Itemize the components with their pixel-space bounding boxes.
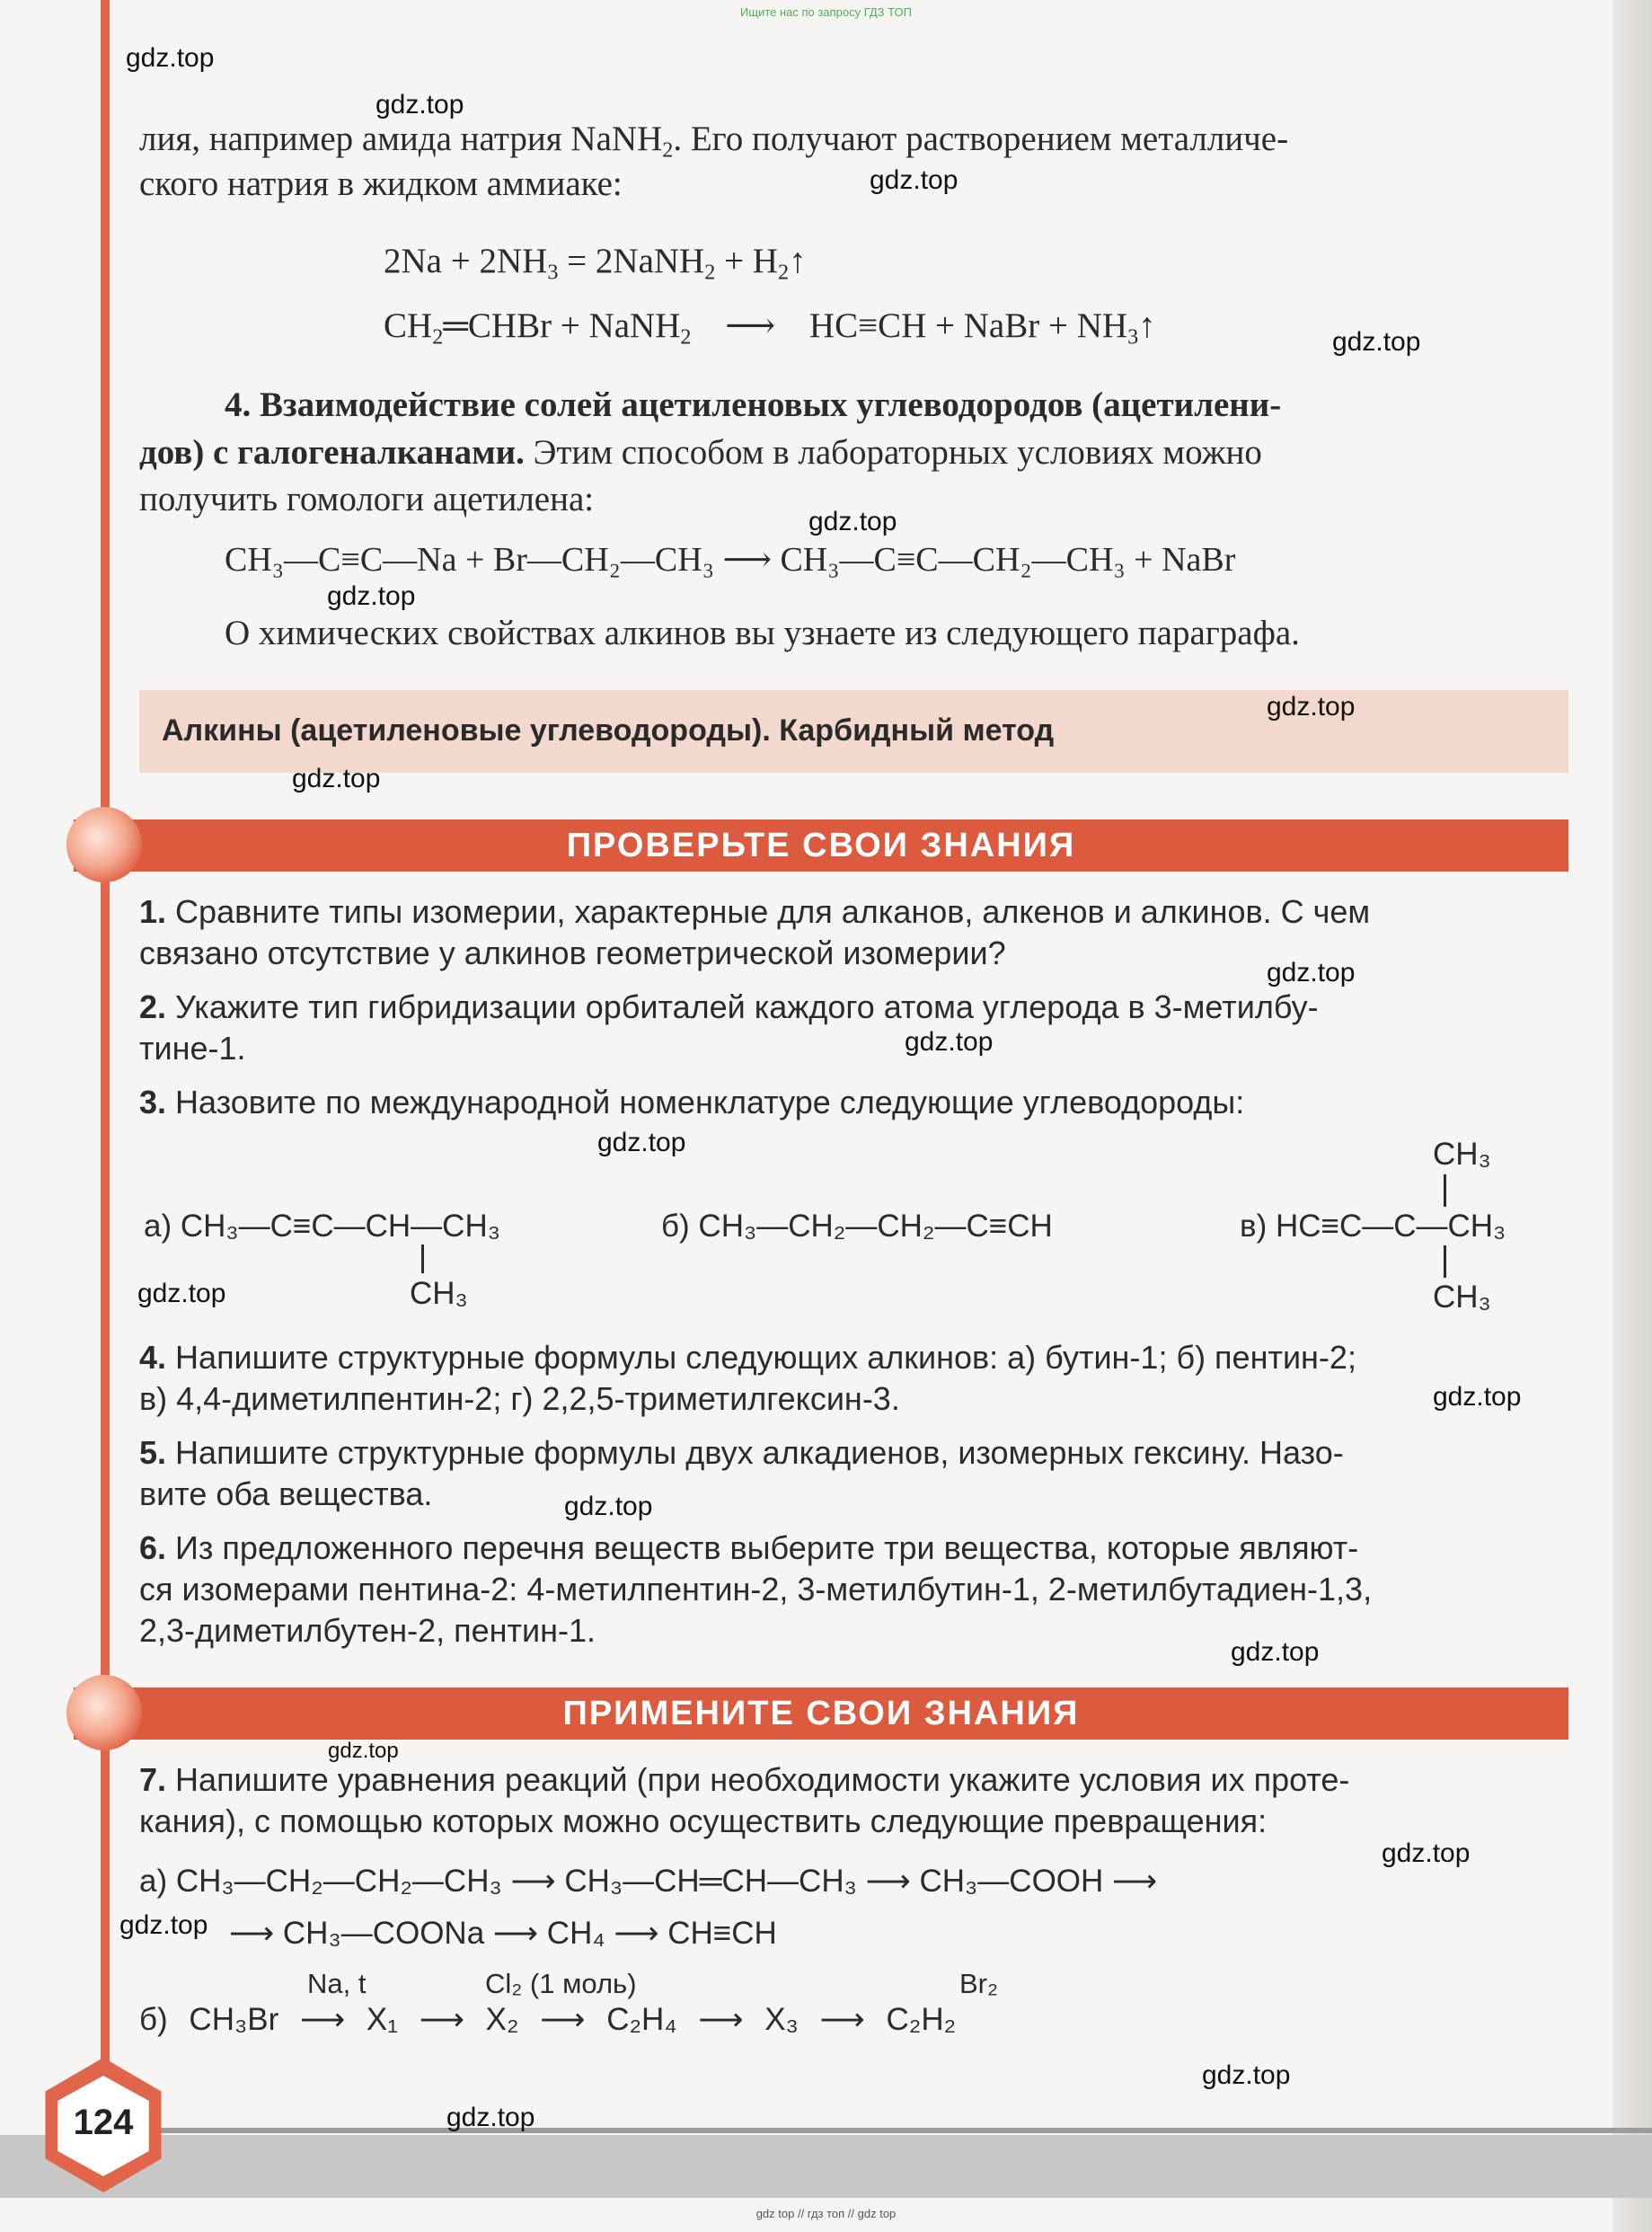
watermark: gdz.top	[292, 764, 381, 793]
watermark: gdz.top	[126, 43, 215, 73]
watermark: gdz.top	[1382, 1838, 1471, 1868]
watermark: gdz.top	[1433, 1382, 1522, 1412]
question-2-line-1: 2. Укажите тип гибридизации орбиталей каждого атома углерода в 3-метилбу-	[139, 988, 1319, 1025]
formula-3a-branch: CH₃	[410, 1276, 468, 1311]
watermark: gdz.top	[1231, 1637, 1320, 1667]
question-7b-line-1: б) CH₃Br ⟶ X₁ ⟶ X₂ ⟶ C₂H₄ ⟶ X₃ ⟶ C₂H₂	[139, 2002, 957, 2037]
watermark: gdz.top	[1332, 327, 1421, 357]
formula-3b: б) CH₃—CH₂—CH₂—C≡CH	[661, 1209, 1053, 1244]
question-5-line-1: 5. Напишите структурные формулы двух алкадиенов, изомерных гексину. Назо-	[139, 1434, 1344, 1471]
page-edge-shadow	[1612, 0, 1652, 2232]
watermark: gdz.top	[808, 507, 897, 536]
section-4-closing: О химических свойствах алкинов вы узнаете из следующего параграфа.	[225, 614, 1300, 652]
search-hint: Ищите нас по запросу ГДЗ ТОП	[740, 5, 912, 19]
watermark: gdz.top	[564, 1492, 653, 1521]
formula-3c-bottom: CH₃	[1433, 1280, 1491, 1315]
equation-1: $2Na + 2NH_3$ = 2NaNH$_2$ + $H_2↑$	[384, 242, 807, 285]
footer-band	[0, 2135, 1652, 2198]
keywords-text: Алкины (ацетиленовые углеводороды). Карбидный метод	[162, 713, 1055, 748]
watermark: gdz.top	[597, 1128, 686, 1157]
banner-circle-icon-2	[66, 1675, 142, 1750]
watermark: gdz.top	[375, 90, 464, 120]
section-4-title: 4. Взаимодействие солей ацетиленовых углеводородов (ацетилени-	[225, 385, 1282, 424]
watermark: gdz.top	[1202, 2060, 1291, 2090]
formula-3c-bond-top	[1444, 1174, 1446, 1207]
intro-line-1: лия, например амида натрия NaNH$_2$. Его получают растворением металличе-	[139, 120, 1289, 163]
section-4-line-2: дов) с галогеналканами. Этим способом в лабораторных условиях можно	[139, 433, 1262, 472]
watermark: gdz.top	[1267, 692, 1356, 722]
banner-check-knowledge	[74, 819, 1568, 872]
question-2-line-2: тине-1.	[139, 1030, 246, 1067]
question-7a-line-2: ⟶ CH₃—COONa ⟶ CH₄ ⟶ CH≡CH	[229, 1916, 777, 1951]
question-3-line-1: 3. Назовите по международной номенклатуре следующие углеводороды:	[139, 1084, 1245, 1120]
footer-links: gdz top // гдз топ // gdz top	[755, 2207, 897, 2220]
banner-circle-icon	[66, 807, 142, 882]
page-number: 124	[73, 2103, 134, 2142]
formula-3a: а) CH₃—C≡C—CH—CH₃	[144, 1209, 500, 1244]
question-6-line-3: 2,3-диметилбутен-2, пентин-1.	[139, 1612, 596, 1649]
watermark: gdz.top	[328, 1739, 399, 1763]
banner-check-title: ПРОВЕРЬТЕ СВОИ ЗНАНИЯ	[566, 827, 1076, 864]
watermark: gdz.top	[137, 1279, 226, 1308]
watermark: gdz.top	[119, 1910, 208, 1940]
question-7b-condition-2: Cl₂ (1 моль)	[485, 1968, 637, 1999]
formula-3c-bond-bottom	[1444, 1245, 1446, 1278]
watermark: gdz.top	[327, 581, 416, 611]
formula-3a-bond	[421, 1244, 424, 1273]
question-6-line-1: 6. Из предложенного перечня веществ выберите три вещества, которые являют-	[139, 1529, 1359, 1566]
equation-2: $CH_2═CHBr$ + NaNH$_2$ ⟶ HC≡CH + NaBr + $NH_3↑$	[384, 306, 1156, 350]
question-1-line-1: 1. Сравните типы изомерии, характерные для алканов, алкенов и алкинов. С чем	[139, 893, 1371, 930]
question-6-line-2: ся изомерами пентина-2: 4-метилпентин-2, 3-метилбутин-1, 2-метилбутадиен-1,3,	[139, 1571, 1373, 1608]
intro-line-2: ского натрия в жидком аммиаке:	[139, 164, 623, 203]
watermark: gdz.top	[446, 2103, 535, 2132]
question-7b-condition-1: Na, t	[307, 1968, 367, 1999]
question-7a-line-1: а) CH₃—CH₂—CH₂—CH₃ ⟶ CH₃—CH═CH—CH₃ ⟶ CH₃—COOH ⟶	[139, 1864, 1158, 1899]
question-4-line-2: в) 4,4-диметилпентин-2; г) 2,2,5-триметилгексин-3.	[139, 1380, 900, 1417]
banner-apply-title: ПРИМЕНИТЕ СВОИ ЗНАНИЯ	[562, 1695, 1080, 1732]
watermark: gdz.top	[1267, 958, 1356, 988]
formula-3c-top: CH₃	[1433, 1137, 1491, 1172]
question-7b-condition-3: Br₂	[959, 1968, 999, 1999]
formula-3c: в) HC≡C—C—CH₃	[1240, 1209, 1506, 1244]
question-7-line-2: кания), с помощью которых можно осуществить следующие превращения:	[139, 1802, 1268, 1839]
question-4-line-1: 4. Напишите структурные формулы следующих алкинов: а) бутин-1; б) пентин-2;	[139, 1339, 1356, 1376]
section-4-line-3: получить гомологи ацетилена:	[139, 480, 595, 518]
question-5-line-2: вите оба вещества.	[139, 1475, 433, 1512]
watermark: gdz.top	[870, 165, 959, 195]
footer-line	[135, 2128, 1652, 2133]
margin-red-line	[101, 0, 110, 2094]
question-1-line-2: связано отсутствие у алкинов геометрической изомерии?	[139, 934, 1006, 971]
question-7-line-1: 7. Напишите уравнения реакций (при необходимости укажите условия их проте-	[139, 1761, 1350, 1798]
section-4-equation: CH₃—C≡C—Na + Br—CH₂—CH₃ ⟶ CH₃—C≡C—CH₂—CH₃ + NaBr	[225, 541, 1236, 579]
watermark: gdz.top	[905, 1027, 994, 1057]
banner-apply-knowledge	[74, 1687, 1568, 1740]
